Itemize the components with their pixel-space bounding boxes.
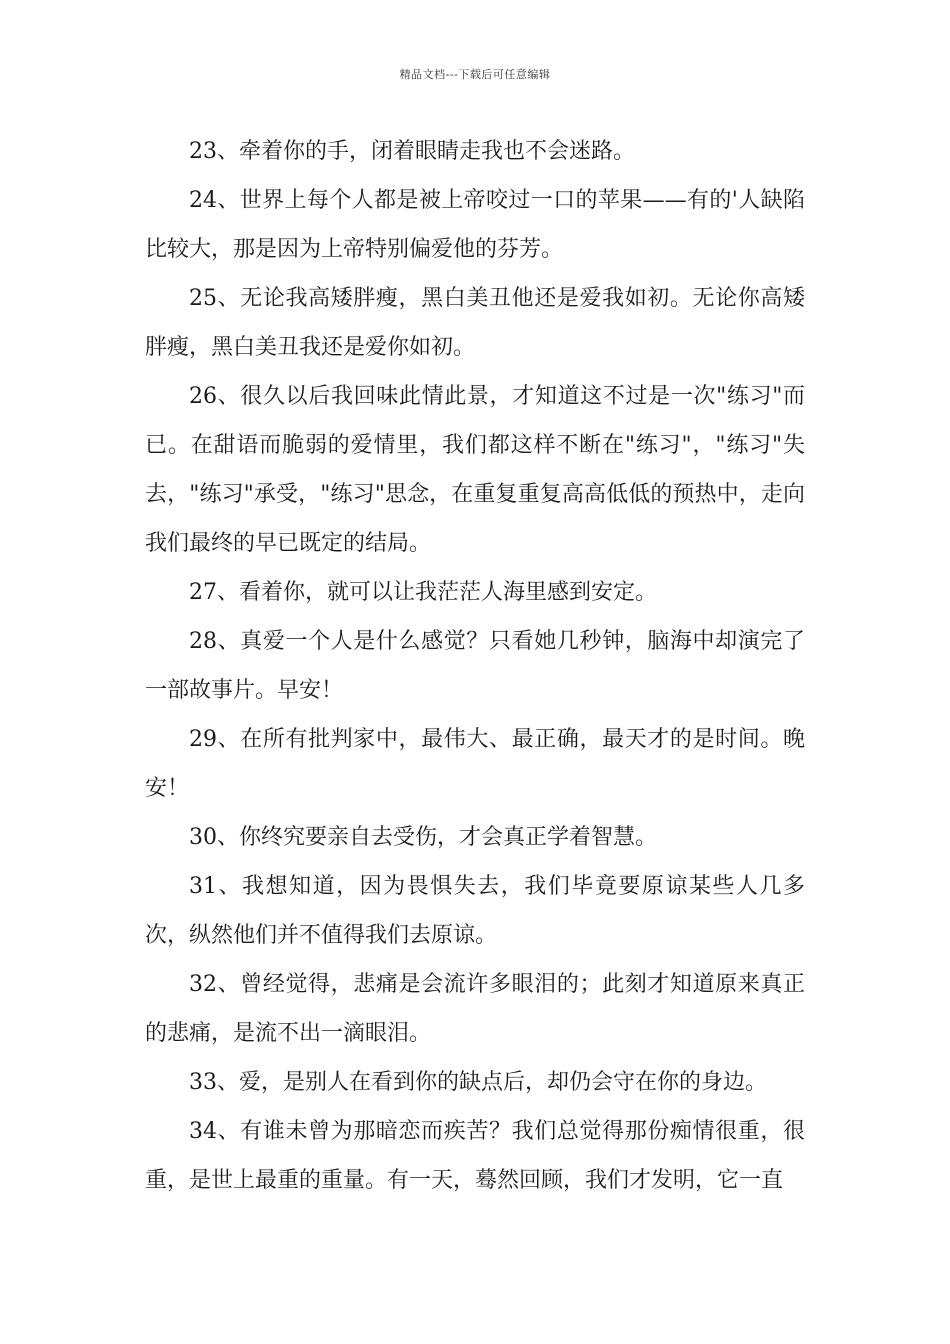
page-header: 精品文档---下载后可任意编辑 bbox=[399, 68, 551, 81]
paragraph-33: 33、爱，是别人在看到你的缺点后，却仍会守在你的身边。 bbox=[189, 1070, 767, 1095]
paragraph-26: 26、很久以后我回味此情此景，才知道这不过是一次"练习"而已。在甜语而脆弱的爱情里，我们都这样不断在"练习"，"练习"失去，"练习"承受，"练习"思念，在重复重复高高低低的预热中，走向我们最终的早已既定的结局。 bbox=[145, 384, 805, 556]
paragraph-32: 32、曾经觉得，悲痛是会流许多眼泪的；此刻才知道原来真正的悲痛，是流不出一滴眼泪。 bbox=[145, 972, 805, 1046]
paragraph-31: 31、我想知道，因为畏惧失去，我们毕竟要原谅某些人几多次，纵然他们并不值得我们去原谅。 bbox=[145, 874, 805, 948]
paragraph-24: 24、世界上每个人都是被上帝咬过一口的苹果——有的'人缺陷比较大，那是因为上帝特别偏爱他的芬芳。 bbox=[145, 188, 805, 262]
paragraph-28: 28、真爱一个人是什么感觉？只看她几秒钟，脑海中却演完了一部故事片。早安！ bbox=[145, 629, 805, 703]
paragraph-34: 34、有谁未曾为那暗恋而疾苦？我们总觉得那份痴情很重，很重，是世上最重的重量。有一天，蓦然回顾，我们才发明，它一直 bbox=[145, 1119, 805, 1193]
document-body bbox=[145, 127, 805, 1205]
paragraph-23: 23、牵着你的手，闭着眼睛走我也不会迷路。 bbox=[189, 139, 635, 164]
paragraph-25: 25、无论我高矮胖瘦，黑白美丑他还是爱我如初。无论你高矮胖瘦，黑白美丑我还是爱你如初。 bbox=[145, 286, 805, 360]
paragraph-30: 30、你终究要亲自去受伤，才会真正学着智慧。 bbox=[189, 825, 657, 850]
paragraph-27: 27、看着你，就可以让我茫茫人海里感到安定。 bbox=[189, 580, 657, 605]
paragraph-29: 29、在所有批判家中，最伟大、最正确，最天才的是时间。晚安！ bbox=[145, 727, 805, 801]
